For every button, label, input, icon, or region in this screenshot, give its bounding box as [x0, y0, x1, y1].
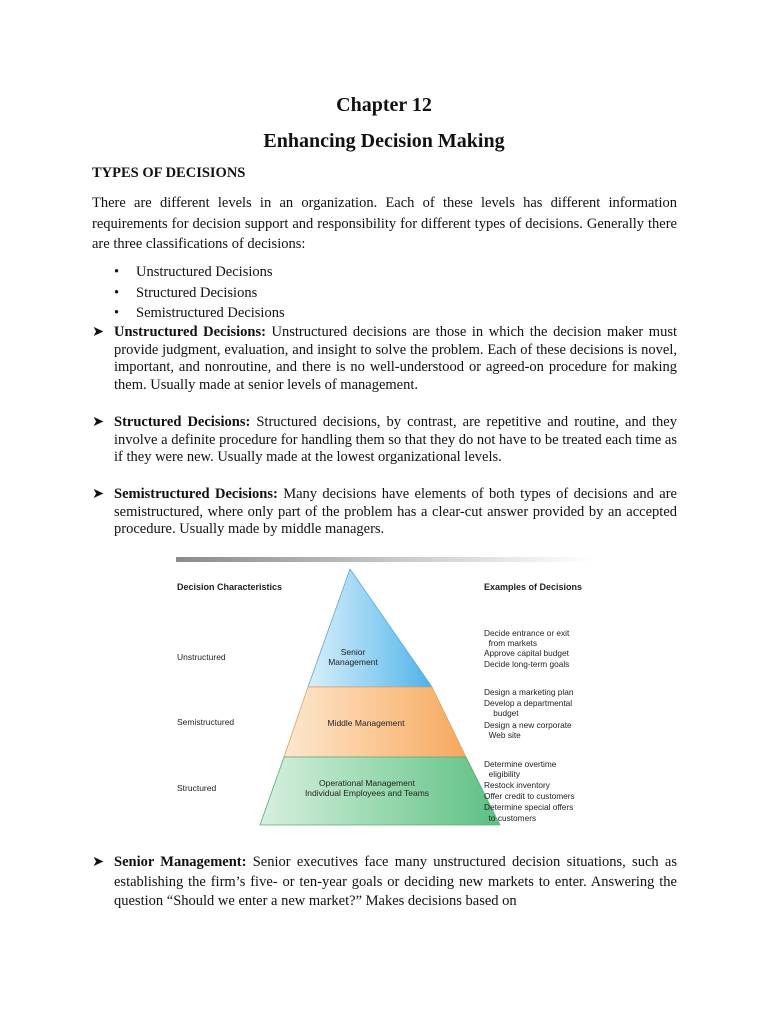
example-line: Decide long-term goals — [484, 659, 570, 669]
example-line: Determine special offers — [484, 802, 574, 812]
item-term: Structured Decisions: — [114, 414, 251, 430]
example-line: Determine overtime — [484, 759, 557, 769]
section-heading: TYPES OF DECISIONS — [92, 165, 246, 181]
characteristic-label: Unstructured — [177, 652, 226, 662]
unstructured-decisions-item — [92, 324, 677, 394]
right-column-header: Examples of Decisions — [484, 582, 583, 592]
example-line: Develop a departmental — [484, 698, 573, 708]
semistructured-decisions-item — [92, 486, 677, 539]
senior-management-item — [92, 853, 677, 912]
chapter-number: Chapter 12 — [336, 94, 432, 116]
list-item: • Semistructured Decisions — [92, 303, 285, 324]
pyramid-label-line: Management — [328, 657, 378, 667]
example-line: Decide entrance or exit — [484, 628, 570, 638]
example-line: Approve capital budget — [484, 648, 569, 658]
characteristic-label: Semistructured — [177, 717, 235, 727]
item-text: Unstructured decisions are those in which the decision maker must provide judgment, evaluation, and insight to solve the problem. Each of these decisions is novel, important, and nonroutine, and there is no well-understood or agreed-on procedure for making them. Usually made at senior levels of management. — [114, 324, 677, 393]
item-text: Structured decisions, by contrast, are repetitive and routine, and they involve a definite procedure for handling them so that they do not have to be treated each time as if they were new. Usually made at the lowest organizational levels. — [114, 414, 677, 465]
example-line: budget — [484, 708, 519, 718]
intro-paragraph: There are different levels in an organization. Each of these levels has different information requirements for decision support and responsibility for different types of decisions. Generally there are three classifications of decisions: — [92, 195, 677, 252]
item-term: Semistructured Decisions: — [114, 486, 278, 502]
item-term: Senior Management: — [114, 854, 247, 870]
figure-top-rule — [176, 557, 592, 562]
pyramid-label-line: Senior — [340, 647, 366, 657]
example-line: from markets — [484, 638, 538, 648]
pyramid-layer-senior — [308, 569, 432, 687]
item-term: Unstructured Decisions: — [114, 324, 266, 340]
decision-pyramid-figure — [176, 557, 592, 833]
structured-decisions-item — [92, 414, 677, 467]
decision-types-list — [92, 262, 285, 324]
chapter-title: Enhancing Decision Making — [263, 130, 505, 152]
arrow-bullet-icon: ➤ — [92, 414, 105, 430]
arrow-bullet-icon: ➤ — [92, 324, 105, 340]
example-line: eligibility — [484, 769, 520, 779]
example-line: Design a new corporate — [484, 720, 572, 730]
example-line: Web site — [484, 730, 521, 740]
list-item: • Structured Decisions — [92, 283, 285, 304]
pyramid-label-line: Middle Management — [327, 718, 405, 728]
example-line: Design a marketing plan — [484, 687, 574, 697]
arrow-bullet-icon: ➤ — [92, 486, 105, 502]
arrow-bullet-icon: ➤ — [92, 854, 105, 870]
example-line: to customers — [484, 813, 537, 823]
left-column-header: Decision Characteristics — [177, 582, 283, 592]
example-line: Offer credit to customers — [484, 791, 575, 801]
item-text: Many decisions have elements of both types of decisions and are semistructured, where only part of the problem has a clear-cut answer provided by an accepted procedure. Usually made by middle managers. — [114, 486, 677, 537]
pyramid-label-line: Operational Management — [319, 778, 415, 788]
characteristic-label: Structured — [177, 783, 217, 793]
example-line: Restock inventory — [484, 780, 550, 790]
item-text: Senior executives face many unstructured decision situations, such as establishing the firm’s five- or ten-year goals or deciding new markets to enter. Answering the question “Should we enter a new market?” Makes decisions based on — [114, 854, 677, 909]
pyramid-label-line: Individual Employees and Teams — [304, 788, 430, 798]
list-item: • Unstructured Decisions — [92, 262, 285, 283]
